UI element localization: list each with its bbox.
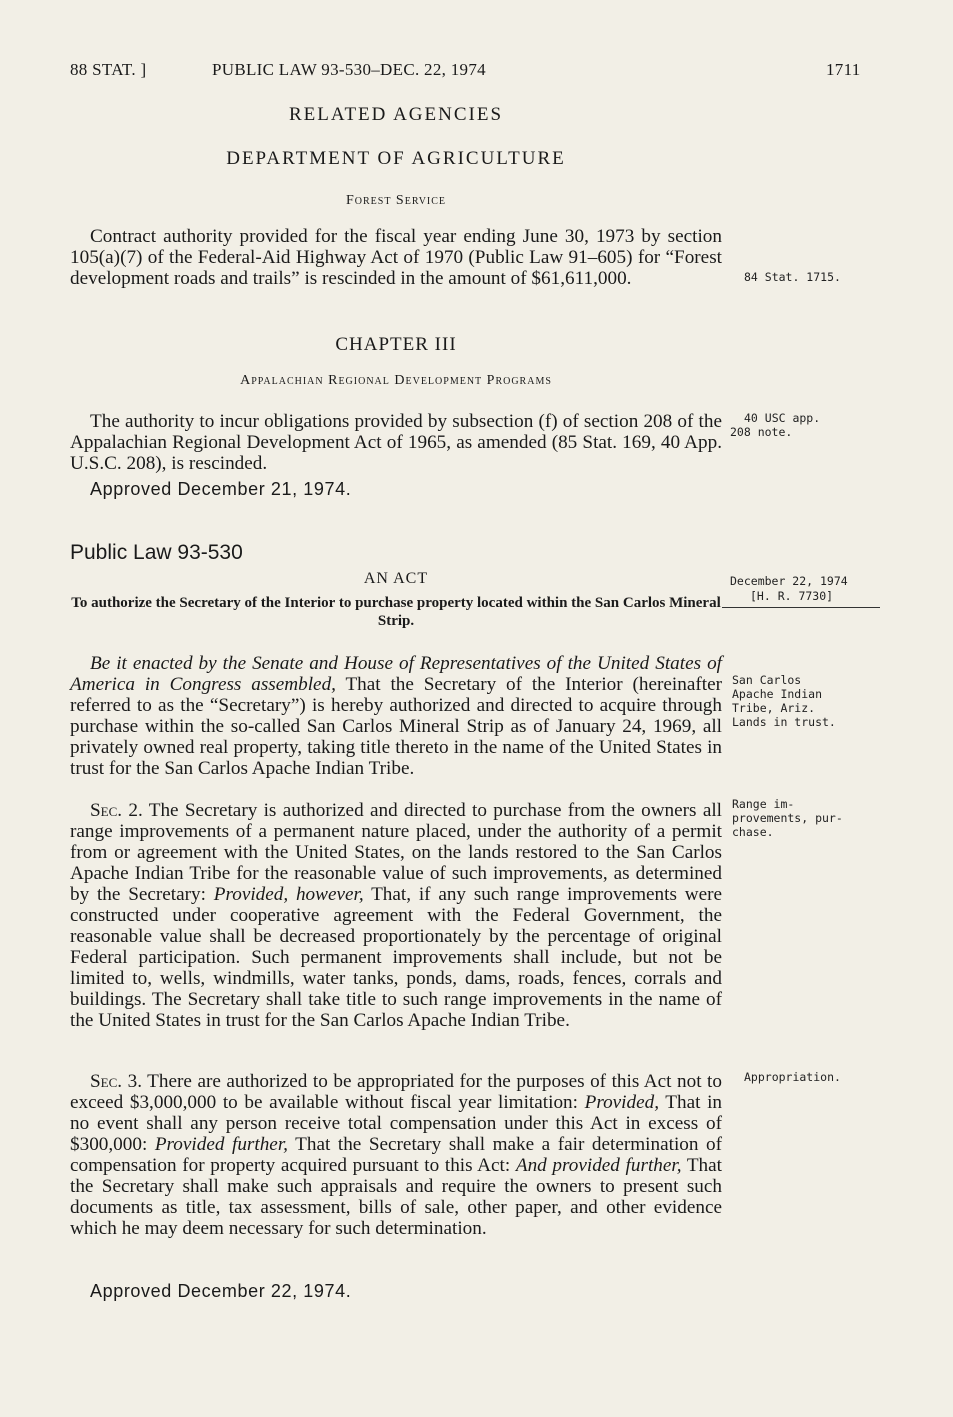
margin-note-bill: [H. R. 7730]: [750, 589, 834, 603]
page-number: 1711: [826, 60, 861, 79]
section-3-text-d: That the Secretary shall make such appraisals and require the owners to present such documents as title, tax assessment, bills of sale, other paper, and other evidence which he may deem necessary for such determination.: [70, 1155, 722, 1239]
margin-note-usc-line-2: 208 note.: [730, 425, 793, 439]
enacting-clause: Be it enacted by the Senate and House of Representatives of the United States of America in Congress assembled,: [70, 653, 722, 695]
section-3-proviso-3: And provided further,: [515, 1155, 682, 1176]
margin-note-range: Range im- provements, pur- chase.: [732, 797, 843, 839]
approved-date-2: Approved December 22, 1974.: [90, 1281, 352, 1301]
public-law-title: Public Law 93-530: [70, 541, 243, 564]
related-agencies-heading: RELATED AGENCIES: [288, 104, 504, 125]
appalachian-paragraph: The authority to incur obligations provided by subsection (f) of section 208 of the Appalachian Regional Development Act of 1965, as amended (85 Stat. 169, 40 App. U.S.C. 208), is rescinded.: [70, 411, 722, 474]
margin-note-san-carlos: San Carlos Apache Indian Tribe, Ariz. Lands in trust.: [732, 673, 836, 729]
section-3-text-c: That the Secretary shall make a fair determination of compensation for property acquired pursuant to this Act:: [70, 1134, 722, 1176]
stat-reference-header: 88 STAT. ]: [70, 60, 147, 79]
section-3-text-b: That in no event shall any person receive total compensation under this Act in excess of $300,000:: [70, 1092, 722, 1155]
section-2-text-b: That, if any such range improvements were constructed under cooperative agreement with the Federal Government, the reasonable value shall be decreased proportionately by the percentage of original Federal participation. Such permanent improvements shall include, but not be limited to, wells, windmills, water tanks, ponds, dams, roads, fences, corrals and buildings. The Secretary shall take title to such range improvements in the name of the United States in trust for the San Carlos Apache Indian Tribe.: [70, 884, 722, 1031]
an-act-heading: AN ACT: [363, 570, 429, 587]
section-2-text-a: The Secretary is authorized and directed to purchase from the owners all range improvements of a permanent nature placed, under the authority of a permit from or agreement with the United States, on the lands restored to the San Carlos Apache Indian Tribe for the reasonable value of such improvements, as determined by the Secretary:: [70, 800, 722, 905]
section-2-label: Sec. 2.: [90, 800, 143, 821]
margin-note-appropriation: Appropriation.: [744, 1070, 841, 1084]
chapter-heading: CHAPTER III: [335, 334, 457, 355]
act-purpose: To authorize the Secretary of the Interior to purchase property located within the San Carlos Mineral Strip.: [71, 595, 721, 629]
section-2-paragraph: [70, 800, 722, 1031]
section-3-text-a: There are authorized to be appropriated for the purposes of this Act not to exceed $3,000,000 to be available without fiscal year limitation:: [70, 1071, 722, 1113]
margin-note-date: December 22, 1974: [730, 574, 848, 588]
appalachian-heading: Appalachian Regional Development Programs: [240, 373, 552, 388]
section-3-proviso-2: Provided further,: [154, 1134, 288, 1155]
margin-note-usc-line-1: 40 USC app.: [744, 411, 821, 425]
section-2-proviso: Provided, however,: [213, 884, 364, 905]
forest-service-paragraph: Contract authority provided for the fiscal year ending June 30, 1973 by section 105(a)(7) of the Federal-Aid Highway Act of 1970 (Public Law 91–605) for “Forest development roads and trails” is rescinded in the amount of $61,611,000.: [70, 226, 722, 289]
approved-date-1: Approved December 21, 1974.: [90, 479, 352, 499]
section-3-label: Sec. 3.: [90, 1071, 142, 1092]
section-1-paragraph: [70, 653, 722, 779]
section-3-proviso-1: Provided,: [584, 1092, 660, 1113]
forest-service-heading: Forest Service: [345, 193, 447, 208]
public-law-header: PUBLIC LAW 93-530–DEC. 22, 1974: [212, 60, 486, 79]
section-1-text: That the Secretary of the Interior (hereinafter referred to as the “Secretary”) is hereby authorized and directed to acquire through purchase within the so-called San Carlos Mineral Strip as of January 24, 1969, all privately owned real property, taking title thereto in the name of the United States in trust for the San Carlos Apache Indian Tribe.: [70, 674, 722, 779]
department-heading: DEPARTMENT OF AGRICULTURE: [226, 148, 566, 169]
section-3-paragraph: [70, 1071, 722, 1239]
margin-divider: [722, 607, 880, 608]
margin-note-usc: [730, 411, 820, 439]
margin-note-stat: 84 Stat. 1715.: [744, 270, 841, 284]
